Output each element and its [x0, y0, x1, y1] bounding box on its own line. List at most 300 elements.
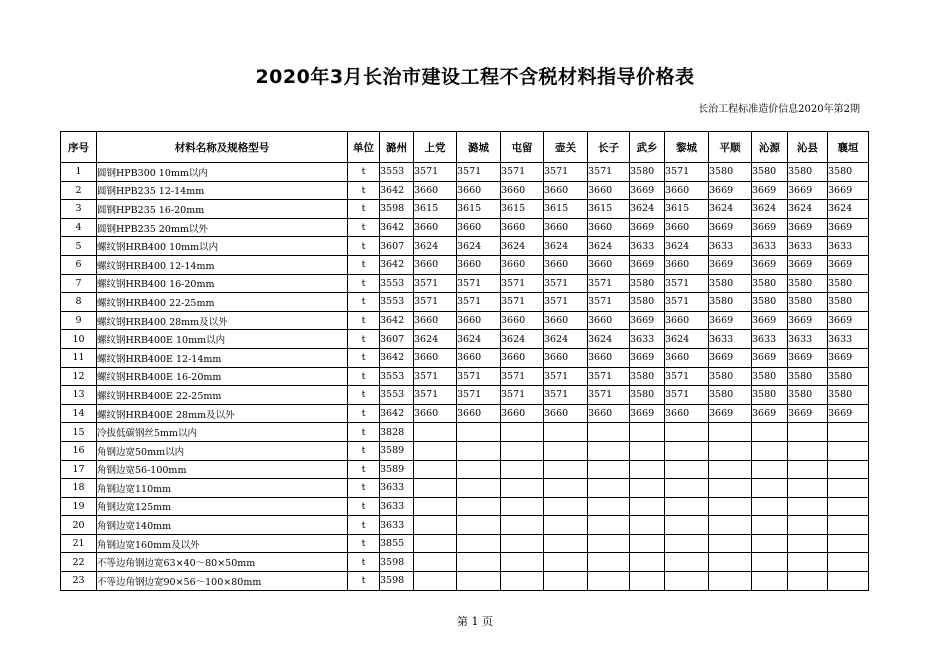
- price-cell: [788, 423, 828, 442]
- price-cell: [544, 516, 588, 535]
- price-cell: [457, 479, 501, 498]
- price-cell: [828, 534, 869, 553]
- price-cell: 3571: [457, 367, 501, 386]
- price-cell: 3642: [380, 255, 414, 274]
- table-row: [61, 497, 869, 516]
- price-cell: [752, 553, 788, 572]
- row-index-cell: 6: [61, 255, 97, 274]
- price-cell: 3571: [457, 293, 501, 312]
- price-cell: 3669: [752, 255, 788, 274]
- page-title: 2020年3月长治市建设工程不含税材料指导价格表: [255, 66, 695, 88]
- price-cell: 3571: [457, 386, 501, 405]
- table-row: [61, 163, 869, 182]
- price-cell: [501, 553, 544, 572]
- material-name-cell: 圆钢HPB235 16-20mm: [97, 200, 348, 219]
- price-cell: 3660: [665, 348, 709, 367]
- price-cell: 3660: [414, 348, 457, 367]
- price-cell: [457, 516, 501, 535]
- price-cell: [828, 460, 869, 479]
- unit-cell: t: [348, 255, 380, 274]
- price-cell: 3669: [828, 218, 869, 237]
- price-cell: 3615: [457, 200, 501, 219]
- price-cell: 3571: [414, 274, 457, 293]
- row-index-cell: 8: [61, 293, 97, 312]
- price-cell: [630, 553, 665, 572]
- price-cell: 3571: [414, 293, 457, 312]
- table-row: [61, 218, 869, 237]
- row-index-cell: 12: [61, 367, 97, 386]
- price-cell: 3580: [709, 293, 752, 312]
- price-cell: [752, 497, 788, 516]
- price-cell: [752, 516, 788, 535]
- unit-cell: t: [348, 497, 380, 516]
- table-row: [61, 255, 869, 274]
- row-index-cell: 18: [61, 479, 97, 498]
- price-cell: 3589: [380, 441, 414, 460]
- material-name-cell: 螺纹钢HRB400E 12-14mm: [97, 348, 348, 367]
- price-cell: 3669: [752, 181, 788, 200]
- column-header: 长子: [588, 132, 630, 163]
- price-cell: [588, 572, 630, 591]
- issue-subtitle: 长治工程标准造价信息2020年第2期: [698, 104, 860, 115]
- price-cell: 3571: [501, 293, 544, 312]
- price-cell: [414, 516, 457, 535]
- price-cell: 3571: [501, 163, 544, 182]
- row-index-cell: 22: [61, 553, 97, 572]
- table-row: [61, 516, 869, 535]
- price-cell: 3580: [788, 163, 828, 182]
- material-name-cell: 角钢边宽125mm: [97, 497, 348, 516]
- table-row: [61, 311, 869, 330]
- price-cell: [788, 441, 828, 460]
- unit-cell: t: [348, 479, 380, 498]
- column-header: 潞城: [457, 132, 501, 163]
- unit-cell: t: [348, 311, 380, 330]
- price-cell: 3669: [828, 255, 869, 274]
- price-cell: 3571: [501, 274, 544, 293]
- price-cell: 3660: [457, 348, 501, 367]
- price-cell: 3571: [544, 386, 588, 405]
- price-cell: 3580: [630, 367, 665, 386]
- unit-cell: t: [348, 534, 380, 553]
- price-cell: 3624: [752, 200, 788, 219]
- price-cell: [501, 423, 544, 442]
- price-cell: [709, 497, 752, 516]
- price-cell: 3660: [544, 255, 588, 274]
- price-cell: 3571: [665, 274, 709, 293]
- material-name-cell: 螺纹钢HRB400E 10mm以内: [97, 330, 348, 349]
- price-cell: [752, 423, 788, 442]
- price-cell: 3633: [630, 237, 665, 256]
- row-index-cell: 7: [61, 274, 97, 293]
- column-header: 平顺: [709, 132, 752, 163]
- price-cell: [828, 479, 869, 498]
- price-cell: [588, 497, 630, 516]
- price-cell: [752, 572, 788, 591]
- price-cell: [828, 516, 869, 535]
- price-cell: [501, 460, 544, 479]
- price-cell: 3669: [788, 404, 828, 423]
- price-cell: [501, 497, 544, 516]
- price-cell: 3580: [630, 274, 665, 293]
- price-cell: 3669: [630, 255, 665, 274]
- price-cell: 3633: [752, 237, 788, 256]
- price-cell: 3571: [588, 274, 630, 293]
- price-cell: 3580: [752, 386, 788, 405]
- price-cell: [828, 572, 869, 591]
- table-row: [61, 181, 869, 200]
- price-cell: [457, 460, 501, 479]
- price-cell: 3660: [501, 181, 544, 200]
- price-cell: 3571: [457, 163, 501, 182]
- table-row: [61, 572, 869, 591]
- price-cell: 3571: [501, 386, 544, 405]
- price-cell: 3580: [752, 163, 788, 182]
- price-cell: [630, 516, 665, 535]
- row-index-cell: 15: [61, 423, 97, 442]
- price-cell: [544, 479, 588, 498]
- price-cell: 3571: [501, 367, 544, 386]
- unit-cell: t: [348, 348, 380, 367]
- column-header: 单位: [348, 132, 380, 163]
- price-cell: 3660: [457, 218, 501, 237]
- price-cell: 3669: [828, 181, 869, 200]
- unit-cell: t: [348, 404, 380, 423]
- price-cell: 3580: [828, 163, 869, 182]
- price-cell: 3580: [630, 293, 665, 312]
- price-cell: 3633: [828, 237, 869, 256]
- unit-cell: t: [348, 367, 380, 386]
- price-cell: [665, 479, 709, 498]
- price-cell: 3660: [501, 218, 544, 237]
- table-row: [61, 423, 869, 442]
- price-cell: 3633: [380, 516, 414, 535]
- price-cell: 3642: [380, 404, 414, 423]
- price-cell: 3660: [544, 404, 588, 423]
- price-cell: 3642: [380, 311, 414, 330]
- price-cell: 3553: [380, 163, 414, 182]
- price-cell: [588, 441, 630, 460]
- table-row: [61, 460, 869, 479]
- table-row: [61, 348, 869, 367]
- price-cell: 3669: [828, 311, 869, 330]
- price-cell: [630, 497, 665, 516]
- price-cell: [665, 423, 709, 442]
- table-row: [61, 293, 869, 312]
- price-cell: 3660: [414, 404, 457, 423]
- column-header: 襄垣: [828, 132, 869, 163]
- unit-cell: t: [348, 441, 380, 460]
- column-header: 屯留: [501, 132, 544, 163]
- price-cell: [788, 553, 828, 572]
- price-cell: 3633: [788, 237, 828, 256]
- unit-cell: t: [348, 460, 380, 479]
- price-cell: 3624: [414, 237, 457, 256]
- price-cell: 3669: [788, 255, 828, 274]
- unit-cell: t: [348, 330, 380, 349]
- price-cell: [457, 423, 501, 442]
- price-cell: [788, 516, 828, 535]
- price-cell: 3598: [380, 572, 414, 591]
- price-cell: 3624: [501, 330, 544, 349]
- unit-cell: t: [348, 572, 380, 591]
- column-header: 黎城: [665, 132, 709, 163]
- price-cell: 3660: [457, 181, 501, 200]
- row-index-cell: 5: [61, 237, 97, 256]
- price-cell: [709, 441, 752, 460]
- table-row: [61, 386, 869, 405]
- price-cell: [414, 441, 457, 460]
- column-header: 壶关: [544, 132, 588, 163]
- price-cell: 3607: [380, 330, 414, 349]
- price-cell: 3571: [414, 367, 457, 386]
- price-cell: 3660: [544, 311, 588, 330]
- price-cell: [752, 460, 788, 479]
- price-cell: 3660: [588, 404, 630, 423]
- table-row: [61, 441, 869, 460]
- price-cell: [630, 460, 665, 479]
- price-cell: [630, 423, 665, 442]
- table-row: [61, 330, 869, 349]
- material-name-cell: 不等边角钢边宽90×56～100×80mm: [97, 572, 348, 591]
- table-row: [61, 237, 869, 256]
- column-header: 沁县: [788, 132, 828, 163]
- price-cell: 3624: [544, 330, 588, 349]
- price-cell: 3624: [630, 200, 665, 219]
- price-cell: [709, 534, 752, 553]
- price-cell: 3669: [630, 181, 665, 200]
- price-cell: 3642: [380, 348, 414, 367]
- column-header: 潞州: [380, 132, 414, 163]
- price-cell: [665, 572, 709, 591]
- price-cell: 3669: [828, 404, 869, 423]
- price-cell: [588, 553, 630, 572]
- price-cell: 3669: [709, 311, 752, 330]
- price-cell: 3660: [544, 181, 588, 200]
- price-cell: 3571: [414, 163, 457, 182]
- price-cell: 3580: [828, 274, 869, 293]
- price-cell: 3633: [709, 237, 752, 256]
- price-cell: 3669: [630, 348, 665, 367]
- price-cell: [414, 460, 457, 479]
- price-cell: 3624: [788, 200, 828, 219]
- price-cell: [788, 460, 828, 479]
- price-cell: 3669: [709, 255, 752, 274]
- price-cell: 3571: [588, 293, 630, 312]
- table-row: [61, 274, 869, 293]
- price-cell: 3624: [457, 330, 501, 349]
- price-cell: [501, 572, 544, 591]
- material-name-cell: 角钢边宽56-100mm: [97, 460, 348, 479]
- price-cell: 3660: [588, 218, 630, 237]
- column-header: 沁源: [752, 132, 788, 163]
- price-cell: 3660: [501, 404, 544, 423]
- price-cell: [709, 553, 752, 572]
- row-index-cell: 9: [61, 311, 97, 330]
- price-cell: [544, 423, 588, 442]
- price-cell: [788, 497, 828, 516]
- price-cell: 3642: [380, 218, 414, 237]
- material-name-cell: 螺纹钢HRB400 22-25mm: [97, 293, 348, 312]
- price-cell: 3669: [630, 404, 665, 423]
- price-cell: 3669: [752, 311, 788, 330]
- price-cell: 3660: [665, 311, 709, 330]
- price-cell: 3624: [414, 330, 457, 349]
- price-cell: 3624: [828, 200, 869, 219]
- price-cell: [457, 534, 501, 553]
- material-name-cell: 角钢边宽110mm: [97, 479, 348, 498]
- price-cell: 3669: [752, 218, 788, 237]
- material-name-cell: 螺纹钢HRB400 16-20mm: [97, 274, 348, 293]
- price-cell: 3580: [788, 386, 828, 405]
- price-cell: 3669: [752, 348, 788, 367]
- table-row: [61, 367, 869, 386]
- price-cell: 3580: [630, 163, 665, 182]
- price-cell: 3660: [501, 311, 544, 330]
- price-cell: 3571: [665, 163, 709, 182]
- row-index-cell: 13: [61, 386, 97, 405]
- price-cell: 3571: [665, 293, 709, 312]
- material-name-cell: 角钢边宽140mm: [97, 516, 348, 535]
- price-cell: 3660: [501, 255, 544, 274]
- price-cell: 3669: [709, 181, 752, 200]
- table-row: [61, 534, 869, 553]
- price-cell: 3669: [788, 181, 828, 200]
- price-cell: 3660: [457, 404, 501, 423]
- price-cell: [828, 423, 869, 442]
- price-cell: 3571: [665, 386, 709, 405]
- price-cell: [544, 460, 588, 479]
- price-cell: [414, 479, 457, 498]
- price-cell: 3624: [501, 237, 544, 256]
- price-cell: 3607: [380, 237, 414, 256]
- page-number: 第 1 页: [457, 615, 493, 628]
- price-cell: 3580: [788, 274, 828, 293]
- price-cell: 3553: [380, 367, 414, 386]
- price-cell: [665, 497, 709, 516]
- unit-cell: t: [348, 553, 380, 572]
- price-cell: 3633: [752, 330, 788, 349]
- price-cell: 3571: [457, 274, 501, 293]
- price-cell: [788, 572, 828, 591]
- column-header: 序号: [61, 132, 97, 163]
- unit-cell: t: [348, 293, 380, 312]
- price-cell: 3642: [380, 181, 414, 200]
- price-cell: [544, 553, 588, 572]
- price-cell: [588, 516, 630, 535]
- price-cell: 3580: [709, 274, 752, 293]
- price-table: [60, 131, 869, 591]
- table-header-row: [61, 132, 869, 163]
- row-index-cell: 10: [61, 330, 97, 349]
- price-cell: [588, 534, 630, 553]
- price-cell: [544, 534, 588, 553]
- price-cell: [457, 553, 501, 572]
- row-index-cell: 14: [61, 404, 97, 423]
- price-cell: 3553: [380, 293, 414, 312]
- column-header: 武乡: [630, 132, 665, 163]
- unit-cell: t: [348, 218, 380, 237]
- price-cell: 3571: [414, 386, 457, 405]
- price-cell: 3624: [665, 330, 709, 349]
- row-index-cell: 1: [61, 163, 97, 182]
- price-cell: [665, 534, 709, 553]
- price-cell: 3660: [414, 218, 457, 237]
- price-cell: [414, 423, 457, 442]
- price-cell: [501, 534, 544, 553]
- price-cell: [709, 460, 752, 479]
- price-cell: 3615: [544, 200, 588, 219]
- price-cell: 3633: [380, 479, 414, 498]
- price-cell: 3624: [588, 330, 630, 349]
- price-cell: 3580: [788, 367, 828, 386]
- material-name-cell: 角钢边宽50mm以内: [97, 441, 348, 460]
- price-cell: 3553: [380, 386, 414, 405]
- price-cell: 3598: [380, 200, 414, 219]
- material-name-cell: 螺纹钢HRB400 28mm及以外: [97, 311, 348, 330]
- unit-cell: t: [348, 274, 380, 293]
- price-cell: [709, 423, 752, 442]
- row-index-cell: 20: [61, 516, 97, 535]
- material-name-cell: 圆钢HPB235 12-14mm: [97, 181, 348, 200]
- price-cell: 3571: [588, 163, 630, 182]
- price-cell: 3624: [544, 237, 588, 256]
- price-cell: 3669: [828, 348, 869, 367]
- price-cell: [414, 553, 457, 572]
- price-cell: 3571: [544, 367, 588, 386]
- material-name-cell: 螺纹钢HRB400 10mm以内: [97, 237, 348, 256]
- price-cell: 3660: [665, 218, 709, 237]
- price-cell: 3624: [588, 237, 630, 256]
- price-cell: [544, 572, 588, 591]
- material-name-cell: 螺纹钢HRB400 12-14mm: [97, 255, 348, 274]
- price-cell: [457, 572, 501, 591]
- price-cell: 3660: [665, 255, 709, 274]
- row-index-cell: 3: [61, 200, 97, 219]
- row-index-cell: 17: [61, 460, 97, 479]
- price-cell: 3660: [588, 181, 630, 200]
- price-cell: [414, 572, 457, 591]
- price-cell: 3669: [788, 348, 828, 367]
- table-row: [61, 553, 869, 572]
- material-name-cell: 不等边角钢边宽63×40～80×50mm: [97, 553, 348, 572]
- price-cell: 3624: [665, 237, 709, 256]
- price-cell: 3660: [588, 348, 630, 367]
- price-cell: 3553: [380, 274, 414, 293]
- price-cell: 3589: [380, 460, 414, 479]
- price-cell: 3669: [709, 404, 752, 423]
- price-cell: [788, 479, 828, 498]
- price-cell: 3580: [788, 293, 828, 312]
- unit-cell: t: [348, 163, 380, 182]
- unit-cell: t: [348, 423, 380, 442]
- price-cell: 3669: [788, 218, 828, 237]
- price-cell: 3580: [752, 367, 788, 386]
- price-cell: 3660: [457, 255, 501, 274]
- price-cell: 3660: [414, 255, 457, 274]
- price-cell: [457, 497, 501, 516]
- price-cell: [752, 441, 788, 460]
- unit-cell: t: [348, 181, 380, 200]
- price-cell: 3855: [380, 534, 414, 553]
- price-cell: 3660: [414, 181, 457, 200]
- price-cell: [828, 441, 869, 460]
- price-cell: 3580: [828, 386, 869, 405]
- price-cell: 3580: [709, 386, 752, 405]
- price-cell: [588, 460, 630, 479]
- material-name-cell: 螺纹钢HRB400E 16-20mm: [97, 367, 348, 386]
- column-header: 上党: [414, 132, 457, 163]
